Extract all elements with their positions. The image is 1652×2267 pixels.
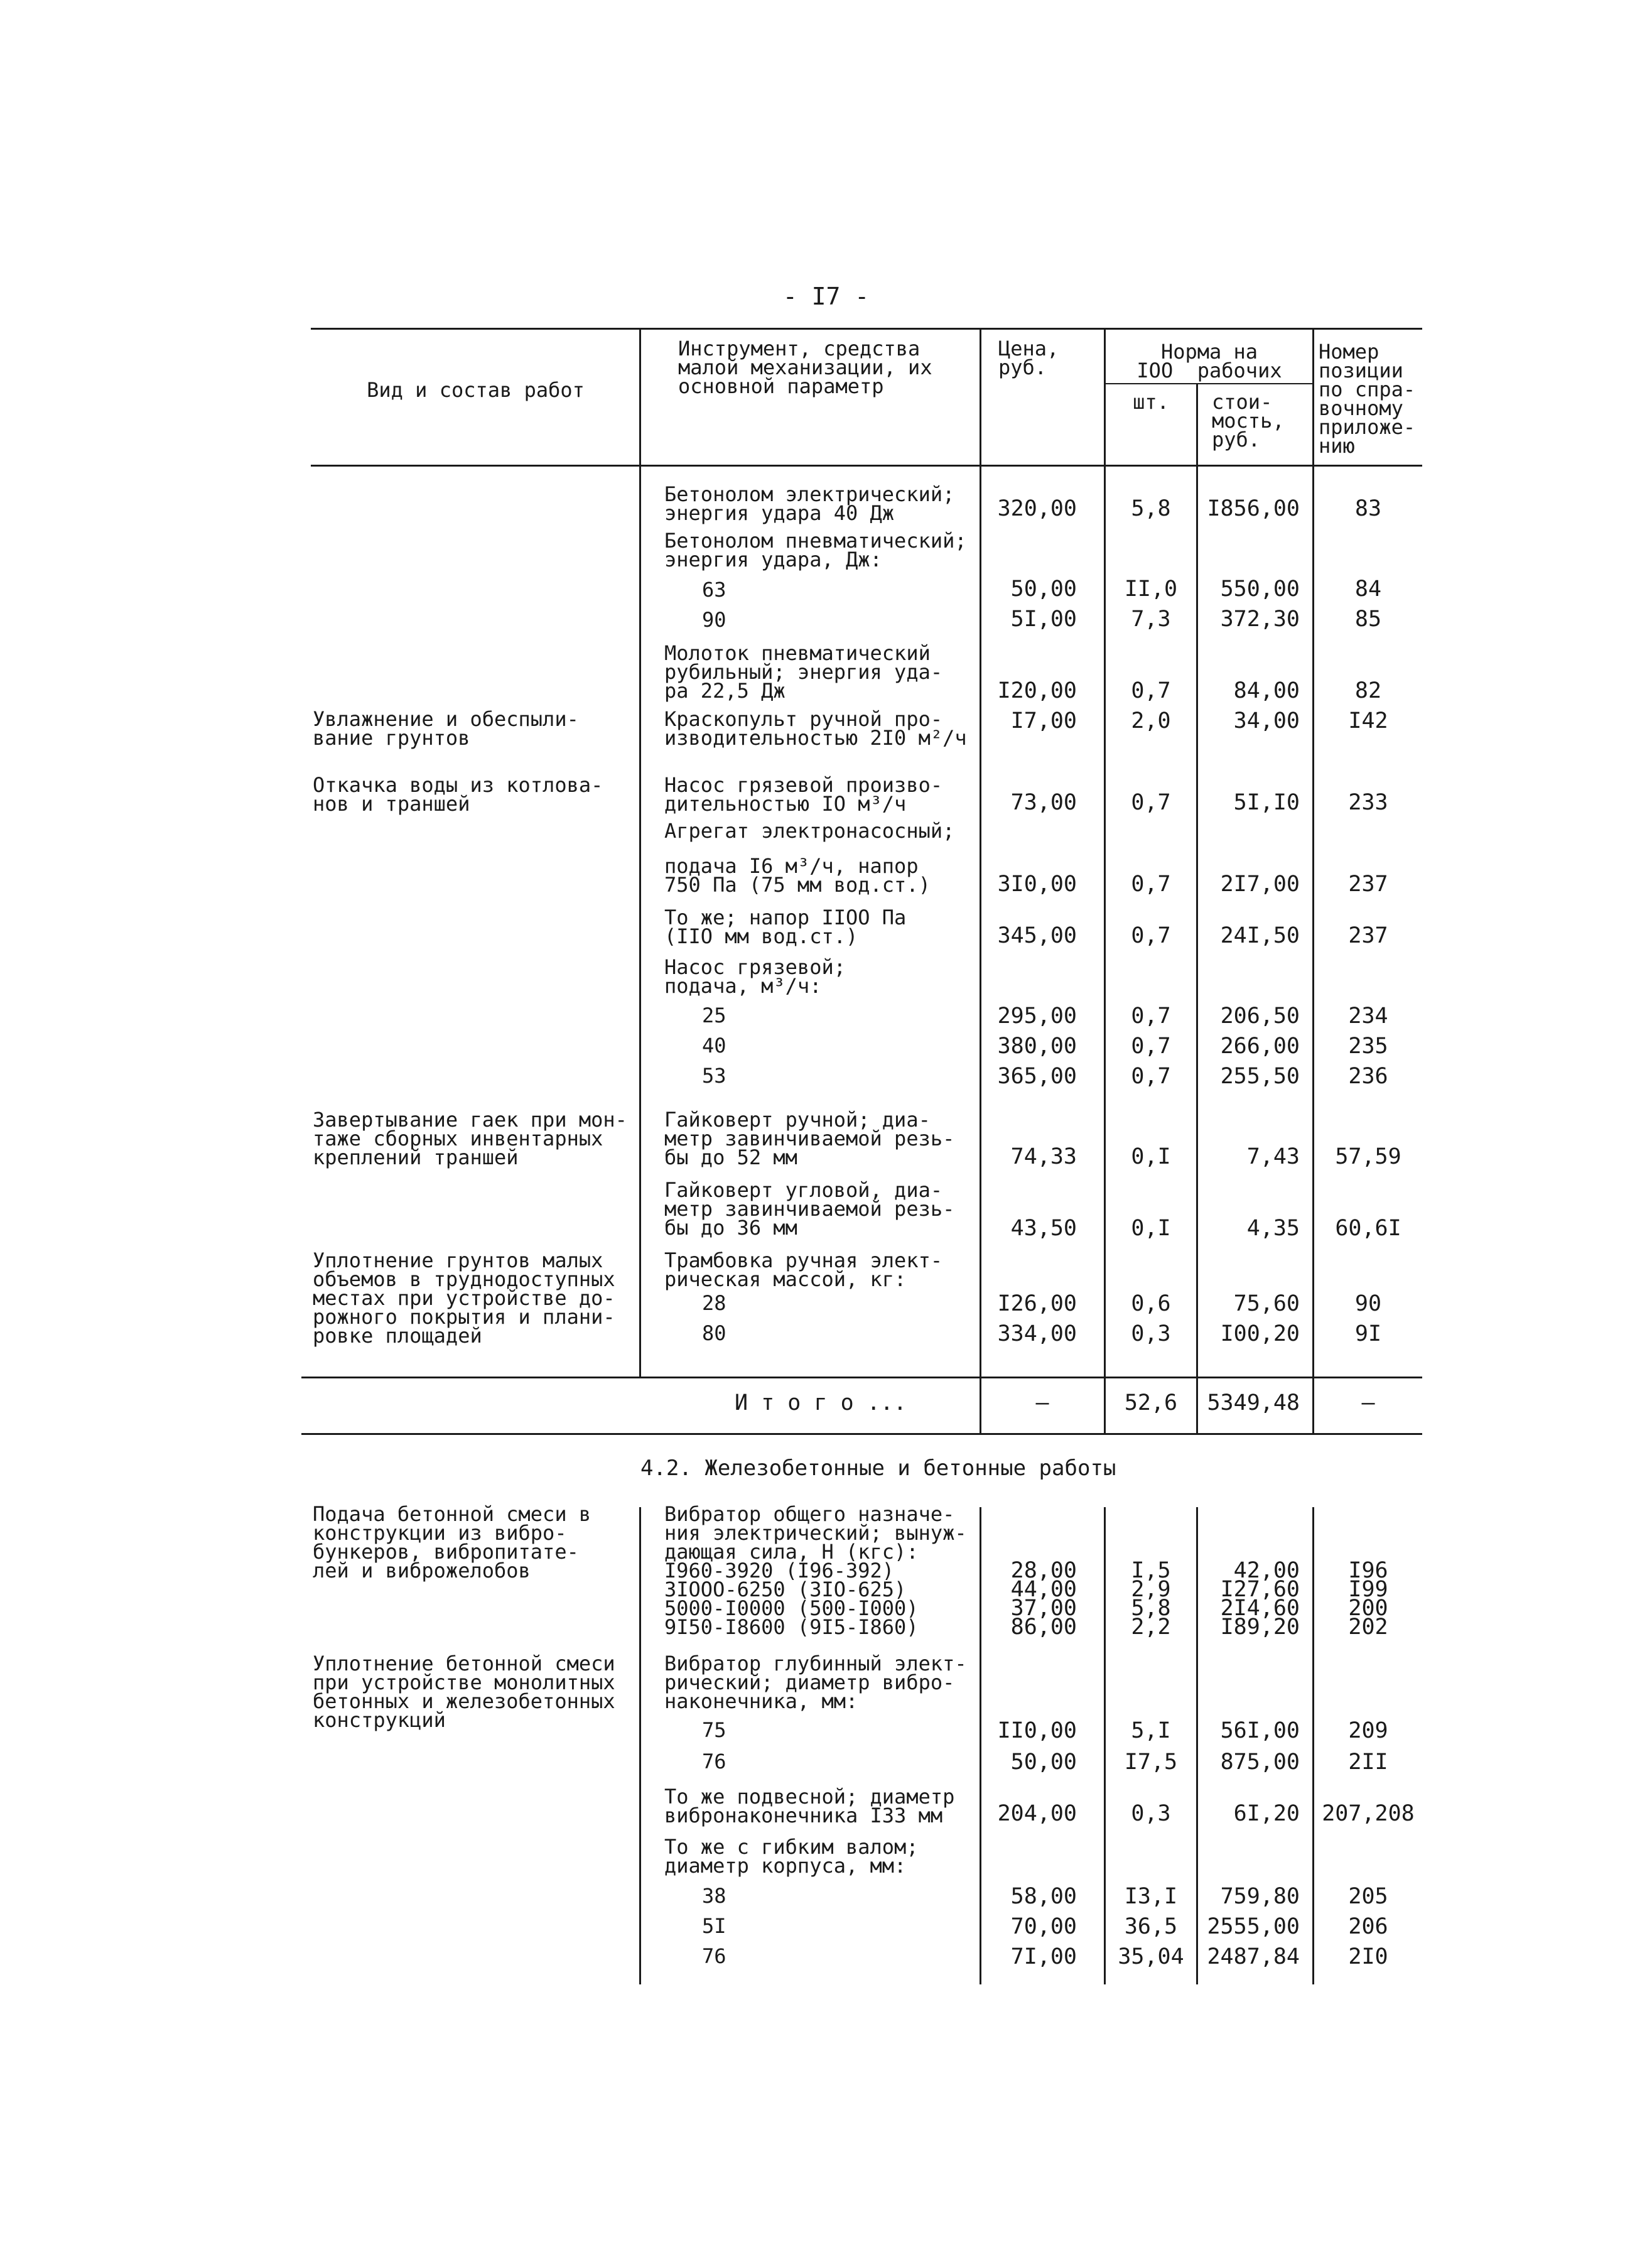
- cost-cell: 2I4,60: [1220, 1596, 1300, 1621]
- price-cell: 3I0,00: [997, 872, 1077, 897]
- tool-item: Агрегат электронасосный;: [664, 819, 955, 843]
- qty-cell: 0,7: [1131, 923, 1171, 948]
- section-title: 4.2. Железобетонные и бетонные работы: [640, 1456, 1116, 1481]
- cost-cell: 34,00: [1233, 708, 1300, 733]
- qty-cell: 5,8: [1131, 496, 1171, 521]
- ref-cell: 84: [1354, 576, 1382, 602]
- price-cell: 70,00: [1010, 1914, 1077, 1939]
- price-cell: 334,00: [997, 1321, 1077, 1346]
- ref-cell: 60,6I: [1335, 1216, 1401, 1241]
- qty-cell: 0,7: [1131, 678, 1171, 703]
- qty-cell: 2,9: [1131, 1577, 1171, 1602]
- table-top-rule: [311, 328, 1422, 330]
- price-cell: 37,00: [1010, 1596, 1077, 1621]
- qty-cell: 35,04: [1118, 1944, 1184, 1969]
- price-cell: 74,33: [1010, 1144, 1077, 1169]
- tool-item: То же с гибким валом; диаметр корпуса, мм:: [664, 1835, 919, 1878]
- cost-cell: I89,20: [1220, 1615, 1300, 1640]
- tool-item: 28: [702, 1291, 726, 1315]
- tool-item: Насос грязевой произво- дительностью IO м³/ч: [664, 773, 943, 816]
- cost-cell: 2555,00: [1207, 1914, 1300, 1939]
- tool-item: 76: [702, 1750, 726, 1773]
- ref-cell: 237: [1348, 872, 1388, 897]
- tool-item: 5I: [702, 1914, 726, 1938]
- total-label: И т о г о ...: [735, 1390, 907, 1415]
- ref-cell: 234: [1348, 1004, 1388, 1029]
- total-price: –: [1035, 1390, 1049, 1415]
- ref-cell: 2I0: [1348, 1944, 1388, 1969]
- price-cell: 50,00: [1010, 576, 1077, 602]
- cost-cell: 206,50: [1220, 1004, 1300, 1029]
- header-norm-a: Норма на: [1160, 340, 1258, 364]
- price-cell: II0,00: [997, 1718, 1077, 1743]
- price-cell: 43,50: [1010, 1216, 1077, 1241]
- cost-cell: 2487,84: [1207, 1944, 1300, 1969]
- header-cost: стои- мость, руб.: [1212, 390, 1285, 452]
- qty-cell: 0,6: [1131, 1291, 1171, 1316]
- tool-item: Бетонолом пневматический; энергия удара, Дж:: [664, 529, 967, 571]
- qty-cell: 0,I: [1131, 1216, 1171, 1241]
- cost-cell: I856,00: [1207, 496, 1300, 521]
- ref-cell: 9I: [1354, 1321, 1382, 1346]
- ref-cell: 83: [1354, 496, 1382, 521]
- tool-item: 25: [702, 1004, 726, 1027]
- tool-item: подача I6 м³/ч, напор 750 Па (75 мм вод.ст.): [664, 854, 931, 897]
- col-line-tool-2: [980, 1507, 981, 1984]
- cost-cell: 42,00: [1233, 1558, 1300, 1583]
- header-tool: Инструмент, средства малой механизации, их основной параметр: [678, 337, 932, 398]
- header-work: Вид и состав работ: [367, 378, 585, 402]
- price-cell: 58,00: [1010, 1884, 1077, 1909]
- tool-item: Насос грязевой; подача, м³/ч:: [664, 955, 846, 998]
- tool-item: 38: [702, 1884, 726, 1908]
- ref-cell: I96: [1348, 1558, 1388, 1583]
- ref-cell: 2II: [1348, 1750, 1388, 1775]
- cost-cell: 75,60: [1233, 1291, 1300, 1316]
- price-cell: 345,00: [997, 923, 1077, 948]
- tool-item: 53: [702, 1064, 726, 1088]
- tool-item: Гайковерт ручной; диа- метр завинчиваемой резь- бы до 52 мм: [664, 1108, 955, 1169]
- tool-item: 80: [702, 1321, 726, 1345]
- qty-cell: 0,7: [1131, 872, 1171, 897]
- price-cell: 50,00: [1010, 1750, 1077, 1775]
- price-cell: 44,00: [1010, 1577, 1077, 1602]
- cost-cell: 759,80: [1220, 1884, 1300, 1909]
- cost-cell: 7,43: [1246, 1144, 1300, 1169]
- ref-cell: 82: [1354, 678, 1382, 703]
- cost-cell: 875,00: [1220, 1750, 1300, 1775]
- tool-item: Молоток пневматический рубильный; энергия уда- ра 22,5 Дж: [664, 641, 943, 703]
- work-concrete-compact: Уплотнение бетонной смеси при устройстве монолитных бетонных и железобетонных конструкций: [313, 1652, 615, 1732]
- work-compaction: Уплотнение грунтов малых объемов в труднодоступных местах при устройстве до- рожного покрытия и плани- ровке площадей: [313, 1248, 615, 1348]
- qty-cell: 36,5: [1124, 1914, 1178, 1939]
- header-price: Цена, руб.: [998, 337, 1059, 379]
- qty-cell: 0,3: [1131, 1801, 1171, 1826]
- ref-cell: 202: [1348, 1615, 1388, 1640]
- ref-cell: I99: [1348, 1577, 1388, 1602]
- qty-cell: 0,3: [1131, 1321, 1171, 1346]
- total-qty: 52,6: [1124, 1390, 1178, 1415]
- col-line-qty-2: [1196, 1507, 1198, 1984]
- ref-cell: 85: [1354, 607, 1382, 632]
- qty-cell: 0,I: [1131, 1144, 1171, 1169]
- price-cell: I7,00: [1010, 708, 1077, 733]
- cost-cell: 5I,I0: [1233, 790, 1300, 815]
- tool-item: 75: [702, 1718, 726, 1742]
- col-line-work: [639, 328, 641, 1377]
- col-line-cost-2: [1312, 1507, 1314, 1984]
- price-cell: 5I,00: [1010, 607, 1077, 632]
- ref-cell: 207,208: [1322, 1801, 1415, 1826]
- cost-cell: 2I7,00: [1220, 872, 1300, 897]
- tool-item: Бетонолом электрический; энергия удара 40 Дж: [664, 482, 955, 525]
- cost-cell: 84,00: [1233, 678, 1300, 703]
- price-cell: 73,00: [1010, 790, 1077, 815]
- qty-cell: 0,7: [1131, 1064, 1171, 1089]
- qty-cell: I7,5: [1124, 1750, 1178, 1775]
- header-qty: шт.: [1133, 390, 1169, 414]
- tool-item: 63: [702, 578, 726, 602]
- ref-cell: 57,59: [1335, 1144, 1401, 1169]
- price-cell: 86,00: [1010, 1615, 1077, 1640]
- ref-cell: 90: [1354, 1291, 1382, 1316]
- tool-item: Трамбовка ручная элект- рическая массой, кг:: [664, 1248, 943, 1291]
- tool-item: 76: [702, 1944, 726, 1968]
- qty-cell: 2,0: [1131, 708, 1171, 733]
- cost-cell: 56I,00: [1220, 1718, 1300, 1743]
- qty-cell: 5,8: [1131, 1596, 1171, 1621]
- header-norm-b: IOO рабочих: [1136, 359, 1282, 382]
- col-line-qty: [1196, 384, 1198, 1433]
- price-cell: I20,00: [997, 678, 1077, 703]
- ref-cell: 205: [1348, 1884, 1388, 1909]
- qty-cell: 2,2: [1131, 1615, 1171, 1640]
- tool-item: То же подвесной; диаметр вибронаконечника I33 мм: [664, 1785, 955, 1827]
- col-line-price-2: [1104, 1507, 1106, 1984]
- work-nuts: Завертывание гаек при мон- таже сборных инвентарных креплений траншей: [313, 1108, 627, 1169]
- tool-item: Краскопульт ручной про- изводительностью 2I0 м²/ч: [664, 707, 967, 750]
- qty-cell: 0,7: [1131, 790, 1171, 815]
- cost-cell: 266,00: [1220, 1034, 1300, 1059]
- header-bottom-rule: [311, 465, 1422, 467]
- price-cell: 365,00: [997, 1064, 1077, 1089]
- price-cell: 380,00: [997, 1034, 1077, 1059]
- ref-cell: 206: [1348, 1914, 1388, 1939]
- ref-cell: 236: [1348, 1064, 1388, 1089]
- ref-cell: 200: [1348, 1596, 1388, 1621]
- qty-cell: 7,3: [1131, 607, 1171, 632]
- header-ref: Номер позиции по спра- вочному приложе- нию: [1319, 340, 1416, 458]
- cost-cell: 24I,50: [1220, 923, 1300, 948]
- tool-item: Вибратор глубинный элект- рический; диаметр вибро- наконечника, мм:: [664, 1652, 967, 1713]
- ref-cell: 235: [1348, 1034, 1388, 1059]
- cost-cell: 372,30: [1220, 607, 1300, 632]
- ref-cell: 209: [1348, 1718, 1388, 1743]
- col-line-tool: [980, 328, 981, 1433]
- tool-item: 40: [702, 1034, 726, 1058]
- work-humidify: Увлажнение и обеспыли- вание грунтов: [313, 707, 579, 750]
- qty-cell: 0,7: [1131, 1004, 1171, 1029]
- ref-cell: 237: [1348, 923, 1388, 948]
- qty-cell: 0,7: [1131, 1034, 1171, 1059]
- price-cell: 7I,00: [1010, 1944, 1077, 1969]
- norm-split-rule: [1105, 383, 1312, 384]
- cost-cell: 550,00: [1220, 576, 1300, 602]
- ref-cell: I42: [1348, 708, 1388, 733]
- work-concrete-feed: Подача бетонной смеси в конструкции из вибро- бункеров, вибропитате- лей и виброжелобов: [313, 1502, 591, 1583]
- page-number: - I7 -: [782, 283, 870, 310]
- qty-cell: II,0: [1124, 576, 1178, 602]
- price-cell: I26,00: [997, 1291, 1077, 1316]
- tool-item: 90: [702, 608, 726, 632]
- cost-cell: 4,35: [1246, 1216, 1300, 1241]
- price-cell: 295,00: [997, 1004, 1077, 1029]
- cost-cell: I00,20: [1220, 1321, 1300, 1346]
- qty-cell: I,5: [1131, 1558, 1171, 1583]
- total-cost: 5349,48: [1207, 1390, 1300, 1415]
- tool-item: То же; напор IIOO Па (IIO мм вод.ст.): [664, 906, 907, 948]
- total-ref: –: [1361, 1390, 1375, 1415]
- tool-item: Вибратор общего назначе- ния электрический; вынуж- дающая сила, Н (кгс): I960-3920 (I96-392) 3IOOO-6250 (3IO-625) 5000-I0000 (500-I000) 9I50-I8600 (9I5-I860): [664, 1502, 967, 1639]
- price-cell: 204,00: [997, 1801, 1077, 1826]
- ref-cell: 233: [1348, 790, 1388, 815]
- col-line-cost: [1312, 328, 1314, 1433]
- col-line-price: [1104, 328, 1106, 1433]
- qty-cell: 5,I: [1131, 1718, 1171, 1743]
- price-cell: 28,00: [1010, 1558, 1077, 1583]
- total-bottom-rule: [301, 1433, 1422, 1435]
- tool-item: Гайковерт угловой, диа- метр завинчиваемой резь- бы до 36 мм: [664, 1178, 955, 1240]
- total-top-rule: [301, 1377, 1422, 1378]
- price-cell: 320,00: [997, 496, 1077, 521]
- cost-cell: 6I,20: [1233, 1801, 1300, 1826]
- cost-cell: I27,60: [1220, 1577, 1300, 1602]
- cost-cell: 255,50: [1220, 1064, 1300, 1089]
- col-line-work-2: [639, 1507, 641, 1984]
- qty-cell: I3,I: [1124, 1884, 1178, 1909]
- work-pump: Откачка воды из котлова- нов и траншей: [313, 773, 603, 816]
